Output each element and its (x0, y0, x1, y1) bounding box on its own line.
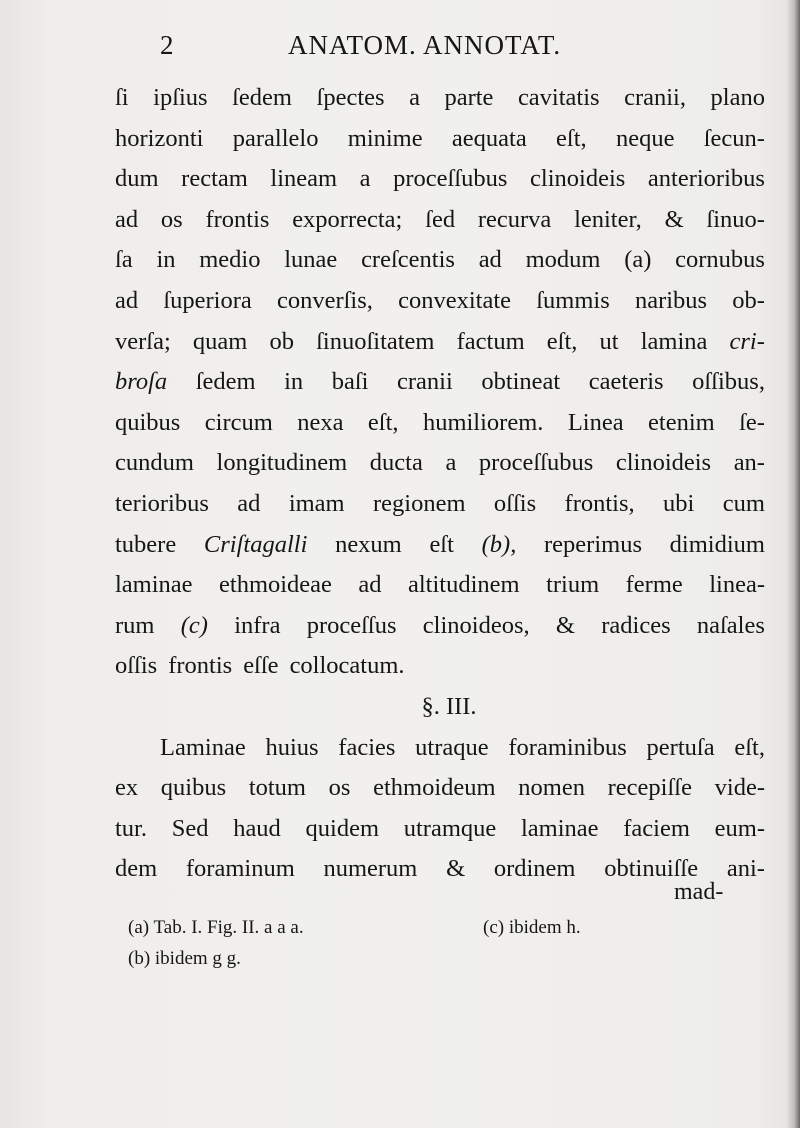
word: cranii, (624, 84, 686, 111)
text-line (115, 809, 765, 850)
word: Linea (567, 408, 624, 436)
word: verſa; (115, 327, 171, 355)
word: ſed (425, 205, 456, 233)
word: reperimus (544, 530, 642, 558)
word: collocatum. (289, 652, 405, 680)
word: totum (248, 774, 306, 802)
word: (c) (180, 611, 208, 639)
word: cavitatis (517, 84, 600, 111)
word: facies (338, 733, 396, 761)
word: medio (199, 246, 261, 274)
word: factum (456, 327, 525, 355)
word: regionem (373, 489, 466, 517)
word: os (328, 774, 351, 802)
text-line (115, 768, 765, 809)
text-line (115, 119, 765, 160)
word: converſis, (276, 286, 373, 314)
word: faciem (623, 814, 690, 842)
running-header (160, 22, 600, 66)
word: ethmoideum (373, 774, 496, 802)
word: vide- (714, 774, 765, 802)
word: radices (601, 611, 671, 639)
word: altitudinem (408, 571, 520, 599)
word: creſcentis (361, 246, 455, 274)
word: etenim (648, 408, 715, 436)
word: in (156, 246, 176, 274)
word: ad (478, 246, 502, 274)
word: ob (269, 327, 294, 355)
word: quibus (115, 408, 181, 436)
text-line (115, 281, 765, 322)
footnote-b: (b) ibidem g g. (128, 948, 241, 969)
word: dimidium (669, 530, 765, 558)
word: proceſſus (306, 611, 397, 639)
word: in (284, 368, 304, 396)
word: linea- (709, 571, 765, 599)
word: & (664, 205, 684, 233)
word: recurva (477, 205, 552, 233)
text-line (115, 159, 765, 200)
word: tur. (115, 814, 147, 842)
word: Criſtagalli (203, 530, 308, 558)
word: lunae (284, 246, 338, 274)
word: longitudinem (216, 449, 348, 477)
word: modum (525, 246, 601, 274)
word: ipſius (153, 84, 208, 111)
word: a (445, 449, 457, 477)
text-line (115, 322, 765, 363)
word: huius (265, 733, 319, 761)
word: caeteris (588, 368, 664, 396)
page-edge-shadow (786, 0, 800, 1128)
word: obtineat (481, 368, 561, 396)
word: oſſis (493, 489, 537, 517)
word: eſt (429, 530, 454, 558)
word: eſt, (367, 408, 399, 436)
word: quam (192, 327, 248, 355)
word: nomen (518, 774, 585, 802)
word: ſuperiora (163, 286, 252, 314)
word: laminae (115, 571, 193, 599)
word: oſſis (115, 652, 158, 680)
text-line (115, 525, 765, 566)
word: neque (615, 124, 675, 152)
word: foraminibus (508, 733, 627, 761)
footnote-c: (c) ibidem h. (483, 917, 581, 938)
word: baſi (331, 368, 369, 396)
word: humiliorem. (422, 408, 544, 436)
word: ani- (726, 855, 765, 883)
word: rum (115, 611, 155, 639)
text-line (115, 240, 765, 281)
word: infra (234, 611, 281, 639)
catchword: mad- (674, 879, 724, 905)
paragraph-2 (115, 728, 765, 890)
word: lineam (270, 165, 338, 193)
word: frontis, (564, 489, 635, 517)
word: eſt, (556, 124, 587, 152)
word: trium (546, 571, 600, 599)
text-line (115, 728, 765, 769)
footnotes (128, 912, 688, 974)
footnote-row (128, 912, 688, 943)
word: ſinuoſitatem (316, 327, 435, 355)
word: ducta (369, 449, 423, 477)
word: foraminum (185, 855, 295, 883)
running-title: ANATOM. ANNOTAT. (288, 30, 562, 60)
word: clinoideis (530, 165, 626, 193)
word: obtinuiſſe (604, 855, 699, 883)
word: cundum (115, 449, 194, 477)
word: ut (599, 327, 619, 355)
word: (b), (481, 530, 517, 558)
word: an- (733, 449, 765, 477)
word: utramque (403, 814, 497, 842)
word: ethmoideae (219, 571, 332, 599)
word: cri- (729, 327, 765, 355)
word: ad (358, 571, 382, 599)
word: cornubus (675, 246, 765, 274)
word: quidem (305, 814, 380, 842)
word: lamina (640, 327, 708, 355)
word: anterioribus (647, 165, 765, 193)
word: broſa (115, 368, 168, 396)
word: ſedem (195, 368, 256, 396)
text-line (115, 646, 765, 687)
word: ſa (115, 246, 133, 274)
word: exporrecta; (292, 205, 403, 233)
word: & (446, 855, 466, 883)
text-line (115, 362, 765, 403)
word: ferme (625, 571, 683, 599)
word: nexum (335, 530, 402, 558)
word: ſecun- (703, 124, 765, 152)
word: tubere (115, 530, 177, 558)
page-number: 2 (160, 30, 175, 60)
word: ordinem (493, 855, 576, 883)
word: eſt, (546, 327, 578, 355)
footnote-a: (a) Tab. I. Fig. II. a a a. (128, 917, 304, 938)
word: parallelo (232, 124, 319, 152)
word: circum (204, 408, 273, 436)
word: ad (115, 205, 139, 233)
word: parte (444, 84, 494, 111)
word: terioribus (115, 489, 209, 517)
word: leniter, (574, 205, 642, 233)
word: utraque (415, 733, 489, 761)
word: eum- (714, 814, 765, 842)
word: ubi (663, 489, 695, 517)
word: eſſe (243, 652, 279, 680)
word: plano (710, 84, 765, 111)
word: imam (288, 489, 345, 517)
word: laminae (521, 814, 599, 842)
word: clinoideos, (422, 611, 530, 639)
section-heading: §. III. (421, 692, 477, 720)
text-line (115, 443, 765, 484)
word: numerum (323, 855, 418, 883)
word: naſales (696, 611, 765, 639)
word: cum (722, 489, 765, 517)
word: ex (115, 774, 139, 802)
word: nexa (297, 408, 344, 436)
text-line (115, 849, 765, 890)
text-line (115, 78, 765, 119)
word: pertuſa (646, 733, 715, 761)
word: a (359, 165, 371, 193)
word: naribus (634, 286, 708, 314)
word: a (409, 84, 420, 111)
word: proceſſubus (393, 165, 508, 193)
word: os (160, 205, 183, 233)
word: ſi (115, 84, 129, 111)
word: proceſſubus (478, 449, 594, 477)
word: oſſibus, (692, 368, 765, 396)
word: ob- (732, 286, 765, 314)
word: Laminae (160, 733, 246, 761)
word: minime (347, 124, 423, 152)
text-line (115, 403, 765, 444)
word: & (555, 611, 575, 639)
word: frontis (205, 205, 270, 233)
word: ſedem (232, 84, 292, 111)
word: haud (233, 814, 281, 842)
word: cranii (397, 368, 453, 396)
word: ſummis (536, 286, 610, 314)
word: clinoideis (615, 449, 712, 477)
text-line (115, 606, 765, 647)
word: dem (115, 855, 158, 883)
word: ſinuo- (706, 205, 765, 233)
word: rectam (181, 165, 248, 193)
text-line (115, 484, 765, 525)
word: ad (237, 489, 261, 517)
text-line (115, 200, 765, 241)
word: ſpectes (316, 84, 385, 111)
body-text (115, 78, 765, 890)
text-line (115, 565, 765, 606)
word: aequata (451, 124, 527, 152)
word: convexitate (398, 286, 512, 314)
word: eſt, (734, 733, 765, 761)
word: Sed (171, 814, 209, 842)
paragraph-1 (115, 78, 765, 687)
word: horizonti (115, 124, 204, 152)
word: ad (115, 286, 139, 314)
word: (a) (624, 246, 652, 274)
word: recepiſſe (607, 774, 692, 802)
word: quibus (160, 774, 227, 802)
footnote-row (128, 943, 688, 974)
word: dum (115, 165, 159, 193)
word: ſe- (739, 408, 765, 436)
word: frontis (168, 652, 233, 680)
